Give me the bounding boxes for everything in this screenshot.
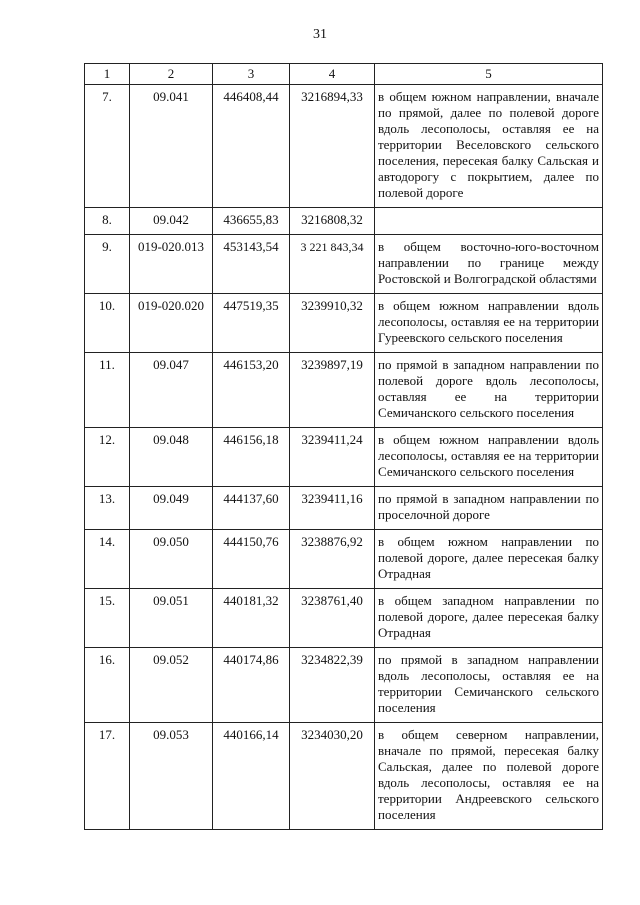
boundary-description: по прямой в западном направлении по полевой дороге вдоль лесополосы, оставляя ее на территории Семичанского сельского поселения [375,353,603,428]
point-id: 09.042 [130,208,213,235]
coord-x: 447519,35 [213,294,290,353]
table-row [85,85,603,208]
row-number: 9. [85,235,130,294]
coord-y: 3 221 843,34 [290,235,375,294]
page-number: 31 [313,27,327,42]
boundary-description: в общем южном направлении, вначале по прямой, далее по полевой дороге вдоль лесополосы, оставляя ее на территории Веселовского сельского поселения, пересекая балку Сальская и автодорогу с покрытием, далее по полевой дороге [375,85,603,208]
point-id: 09.041 [130,85,213,208]
boundary-table [84,63,603,830]
boundary-description [375,208,603,235]
table-row [85,428,603,487]
coord-x: 444150,76 [213,530,290,589]
point-id: 09.050 [130,530,213,589]
header-col-3: 3 [213,64,290,85]
coord-y: 3238761,40 [290,589,375,648]
point-id: 09.048 [130,428,213,487]
point-id: 09.051 [130,589,213,648]
row-number: 14. [85,530,130,589]
table-row [85,723,603,830]
coord-x: 436655,83 [213,208,290,235]
coord-y: 3239411,16 [290,487,375,530]
boundary-description: по прямой в западном направлении по проселочной дороге [375,487,603,530]
point-id: 09.052 [130,648,213,723]
point-id: 09.049 [130,487,213,530]
point-id: 019-020.013 [130,235,213,294]
header-col-5: 5 [375,64,603,85]
header-col-2: 2 [130,64,213,85]
coord-y: 3239897,19 [290,353,375,428]
point-id: 09.053 [130,723,213,830]
coord-y: 3239910,32 [290,294,375,353]
table-row [85,235,603,294]
table-row [85,353,603,428]
coord-x: 446408,44 [213,85,290,208]
coord-x: 446153,20 [213,353,290,428]
boundary-description: по прямой в западном направлении вдоль лесополосы, оставляя ее на территории Семичанского сельского поселения [375,648,603,723]
coord-y: 3234822,39 [290,648,375,723]
coord-x: 446156,18 [213,428,290,487]
coord-x: 440181,32 [213,589,290,648]
table-row [85,648,603,723]
row-number: 15. [85,589,130,648]
header-col-4: 4 [290,64,375,85]
table-row [85,208,603,235]
header-col-1: 1 [85,64,130,85]
coord-y: 3234030,20 [290,723,375,830]
table-row [85,294,603,353]
row-number: 11. [85,353,130,428]
row-number: 8. [85,208,130,235]
boundary-description: в общем южном направлении вдоль лесополосы, оставляя ее на территории Семичанского сельского поселения [375,428,603,487]
header-row [85,64,603,85]
table-row [85,487,603,530]
coord-y: 3239411,24 [290,428,375,487]
row-number: 12. [85,428,130,487]
point-id: 019-020.020 [130,294,213,353]
table-row [85,589,603,648]
point-id: 09.047 [130,353,213,428]
coord-x: 440166,14 [213,723,290,830]
coord-y: 3216808,32 [290,208,375,235]
row-number: 13. [85,487,130,530]
row-number: 7. [85,85,130,208]
boundary-description: в общем западном направлении по полевой дороге, далее пересекая балку Отрадная [375,589,603,648]
row-number: 16. [85,648,130,723]
coord-x: 440174,86 [213,648,290,723]
row-number: 10. [85,294,130,353]
boundary-description: в общем восточно-юго-восточном направлении по границе между Ростовской и Волгоградской областями [375,235,603,294]
boundary-description: в общем южном направлении вдоль лесополосы, оставляя ее на территории Гуреевского сельского поселения [375,294,603,353]
table-body [85,85,603,830]
boundary-description: в общем южном направлении по полевой дороге, далее пересекая балку Отрадная [375,530,603,589]
table-row [85,530,603,589]
coord-x: 444137,60 [213,487,290,530]
coord-x: 453143,54 [213,235,290,294]
boundary-description: в общем северном направлении, вначале по прямой, пересекая балку Сальская, далее по полевой дороге вдоль лесополосы, оставляя ее на территории Андреевского сельского поселения [375,723,603,830]
coord-y: 3216894,33 [290,85,375,208]
row-number: 17. [85,723,130,830]
coord-y: 3238876,92 [290,530,375,589]
